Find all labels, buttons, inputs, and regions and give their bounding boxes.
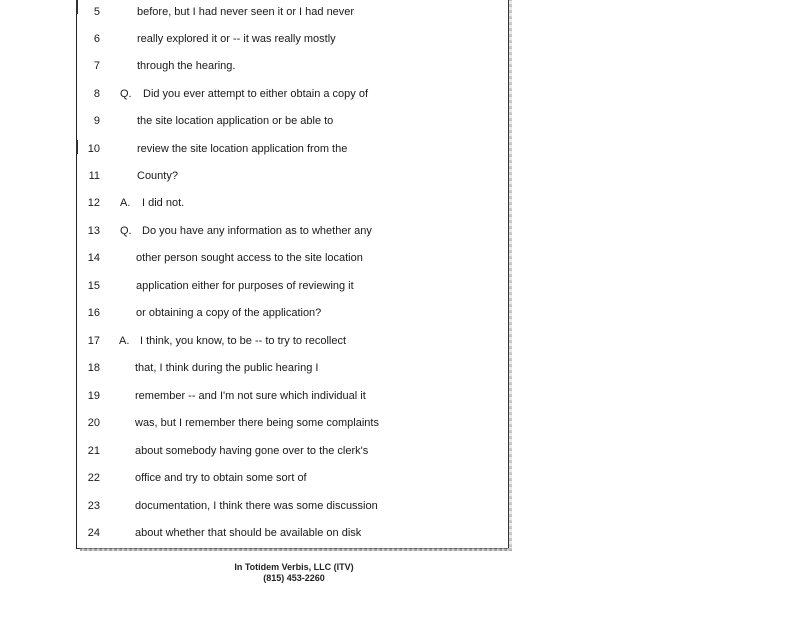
line-number: 9: [93, 115, 100, 127]
line-text: I think, you know, to be -- to try to recollect: [140, 335, 347, 347]
line-number: 13: [87, 225, 100, 237]
line-number: 7: [93, 60, 100, 72]
transcript-line: [0, 56, 600, 76]
transcript-line: [0, 29, 600, 49]
line-number: 11: [88, 170, 100, 182]
line-number: 18: [87, 362, 100, 374]
line-number: 23: [87, 500, 100, 512]
line-text: review the site location application from the: [137, 143, 348, 155]
footer-phone: (815) 453-2260: [263, 573, 325, 583]
line-text: or obtaining a copy of the application?: [136, 307, 322, 319]
transcript-line: [0, 221, 600, 241]
transcript-line: [0, 193, 600, 213]
transcript-line: [0, 248, 600, 268]
line-text: was, but I remember there being some complaints: [135, 417, 379, 429]
line-number: 19: [87, 390, 100, 402]
line-number: 24: [87, 527, 100, 539]
line-text: other person sought access to the site location: [136, 252, 363, 264]
line-text: remember -- and I'm not sure which individual it: [135, 390, 366, 402]
line-text: application either for purposes of reviewing it: [136, 280, 354, 292]
transcript-page-frame: [76, 0, 509, 549]
transcript-line: [0, 496, 600, 516]
transcript-line: [0, 413, 600, 433]
line-text: Do you have any information as to whether any: [142, 225, 372, 237]
line-text: I did not.: [142, 197, 185, 209]
speaker-label: A.: [119, 335, 130, 347]
line-number: 16: [87, 307, 100, 319]
transcript-line: [0, 166, 600, 186]
speaker-label: A.: [120, 197, 131, 209]
transcript-line: [0, 84, 600, 104]
transcript-line: [0, 441, 600, 461]
line-text: before, but I had never seen it or I had never: [137, 6, 355, 18]
line-text: Did you ever attempt to either obtain a copy of: [143, 88, 369, 100]
line-number: 10: [87, 143, 100, 155]
line-number: 20: [87, 417, 100, 429]
line-number: 14: [87, 252, 100, 264]
transcript-line: [0, 111, 600, 131]
speaker-label: Q.: [120, 225, 132, 237]
transcript-line: [0, 523, 600, 543]
line-number: 8: [93, 88, 100, 100]
transcript-line: [0, 386, 600, 406]
line-text: really explored it or -- it was really mostly: [137, 33, 336, 45]
transcript-line: [0, 331, 600, 351]
transcript-line: [0, 2, 600, 22]
line-text: documentation, I think there was some discussion: [135, 500, 378, 512]
speaker-label: Q.: [120, 88, 132, 100]
line-text: County?: [137, 170, 178, 182]
line-text: the site location application or be able to: [137, 115, 334, 127]
line-text: about somebody having gone over to the clerk's: [135, 445, 369, 457]
line-text: about whether that should be available on disk: [135, 527, 362, 539]
transcript-line: [0, 139, 600, 159]
transcript-line: [0, 303, 600, 323]
line-number: 21: [87, 445, 100, 457]
line-number: 22: [87, 472, 100, 484]
line-number: 5: [93, 6, 100, 18]
transcript-line: [0, 468, 600, 488]
footer-company: In Totidem Verbis, LLC (ITV): [234, 562, 354, 572]
transcript-line: [0, 358, 600, 378]
line-number: 15: [87, 280, 100, 292]
page-bottom-shadow: [80, 548, 512, 551]
line-text: that, I think during the public hearing I: [135, 362, 319, 374]
line-text: through the hearing.: [137, 60, 236, 72]
line-text: office and try to obtain some sort of: [135, 472, 307, 484]
line-number: 6: [93, 33, 100, 45]
line-number: 17: [87, 335, 100, 347]
transcript-line: [0, 276, 600, 296]
line-number: 12: [87, 197, 100, 209]
